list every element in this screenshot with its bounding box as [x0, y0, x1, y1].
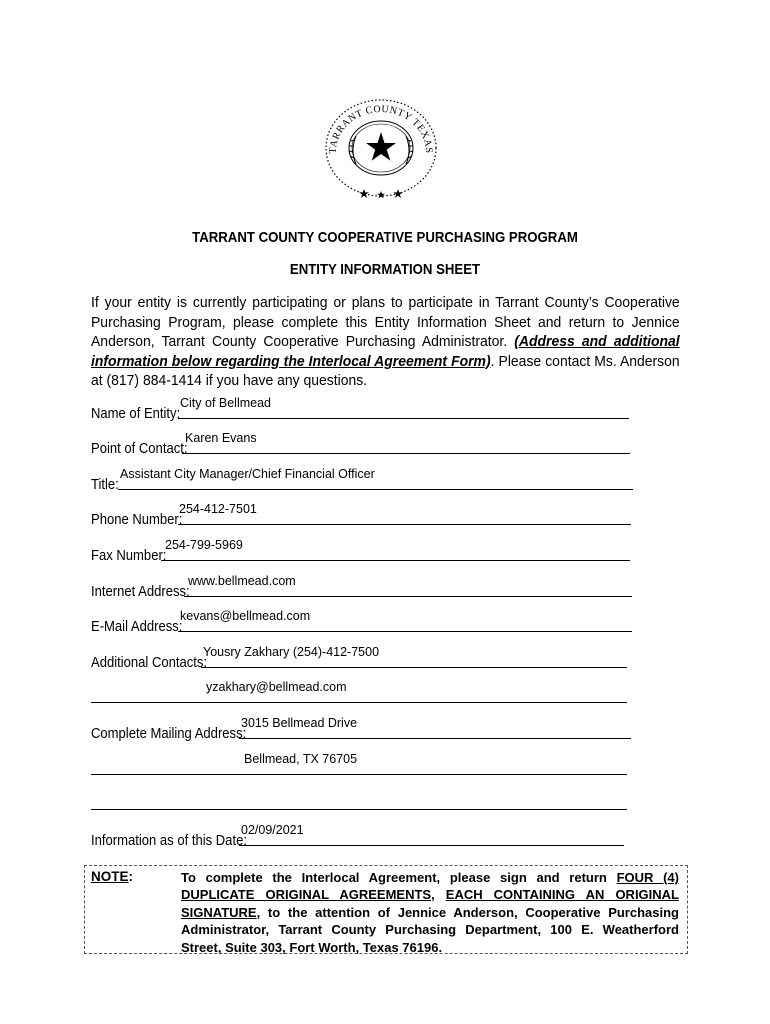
email-value: kevans@bellmead.com — [180, 609, 311, 623]
fax-label: Fax Number: — [91, 548, 167, 564]
intro-emphasis: (Address and additional information below regarding the Interlocal Agreement Form) — [91, 333, 680, 370]
email-line[interactable] — [178, 631, 632, 632]
phone-line[interactable] — [178, 524, 631, 525]
additional-contacts-line[interactable] — [201, 667, 627, 668]
contact-line[interactable] — [182, 453, 630, 454]
title-value: Assistant City Manager/Chief Financial Officer — [120, 467, 375, 481]
additional-contacts-label: Additional Contacts: — [91, 655, 208, 671]
title-label: Title: — [91, 477, 119, 493]
title-field — [91, 467, 636, 493]
fax-value: 254-799-5969 — [165, 538, 243, 552]
note-label — [91, 869, 133, 884]
email-field — [91, 609, 634, 635]
internet-value: www.bellmead.com — [188, 574, 296, 588]
phone-value: 254-412-7501 — [179, 502, 257, 516]
date-label: Information as of this Date: — [91, 833, 247, 849]
note-colon: : — [128, 869, 134, 884]
note-text-1: To complete the Interlocal Agreement, please sign and return — [181, 870, 617, 885]
intro-paragraph — [91, 293, 680, 391]
date-value: 02/09/2021 — [241, 823, 304, 837]
additional-contacts-value-2: yzakhary@bellmead.com — [206, 680, 347, 694]
note-text — [181, 869, 679, 956]
mailing-address-value: 3015 Bellmead Drive — [241, 716, 358, 730]
document-title: TARRANT COUNTY COOPERATIVE PURCHASING PROGRAM — [192, 229, 578, 246]
contact-label: Point of Contact: — [91, 441, 188, 457]
mailing-address-label: Complete Mailing Address: — [91, 726, 247, 742]
mailing-address-line-3[interactable] — [91, 809, 627, 810]
entity-value: City of Bellmead — [180, 396, 272, 410]
note-text-2: , — [431, 887, 446, 903]
internet-field — [91, 574, 634, 600]
contact-value: Karen Evans — [185, 431, 257, 445]
additional-contacts-line-2[interactable] — [91, 702, 627, 703]
internet-line[interactable] — [184, 596, 632, 597]
tarrant-county-seal-icon — [320, 96, 442, 200]
contact-field — [91, 431, 631, 457]
additional-contacts-value: Yousry Zakhary (254)-412-7500 — [203, 645, 380, 659]
date-line[interactable] — [239, 845, 624, 846]
additional-contacts-field-2 — [91, 680, 629, 706]
mailing-address-field — [91, 716, 633, 742]
note-label-text: NOTE — [91, 869, 129, 884]
note-underline-1: FOUR (4) DUPLICATE ORIGINAL AGREEMENTS — [181, 870, 679, 903]
note-text-3: , to the attention of Jennice Anderson, Cooperative Purchasing Administrator, Tarrant County Purchasing Department, 100 E. Weatherford Street, Suite 303, Fort Worth, Texas 76196. — [181, 904, 679, 955]
fax-line[interactable] — [161, 560, 630, 561]
mailing-address-line[interactable] — [239, 738, 631, 739]
internet-label: Internet Address: — [91, 584, 190, 600]
additional-contacts-field — [91, 645, 629, 671]
title-line[interactable] — [118, 489, 633, 490]
phone-field — [91, 502, 633, 528]
phone-label: Phone Number: — [91, 512, 183, 528]
intro-text-2: . Please contact Ms. Anderson at (817) 884-1414 if you have any questions. — [91, 352, 680, 390]
seal-text: TARRANT COUNTY TEXAS — [327, 103, 435, 154]
email-label: E-Mail Address: — [91, 619, 183, 635]
mailing-address-field-2 — [91, 752, 629, 778]
intro-text-1: If your entity is currently participating or plans to participate in Tarrant County’s Cooperative Purchasing Program, please complete this Entity Information Sheet and return to Jennice Anderson, Tarrant County Cooperative Purchasing Administrator. — [91, 294, 680, 351]
entity-line[interactable] — [178, 418, 629, 419]
entity-field — [91, 396, 631, 422]
date-field — [91, 823, 626, 849]
mailing-address-line-2[interactable] — [91, 774, 627, 775]
mailing-address-field-3 — [91, 793, 629, 813]
entity-label: Name of Entity: — [91, 406, 181, 422]
note-underline-2: EACH CONTAINING AN ORIGINAL SIGNATURE — [181, 887, 679, 920]
document-subtitle: ENTITY INFORMATION SHEET — [289, 261, 481, 278]
mailing-address-value-2: Bellmead, TX 76705 — [244, 752, 358, 766]
fax-field — [91, 538, 632, 564]
